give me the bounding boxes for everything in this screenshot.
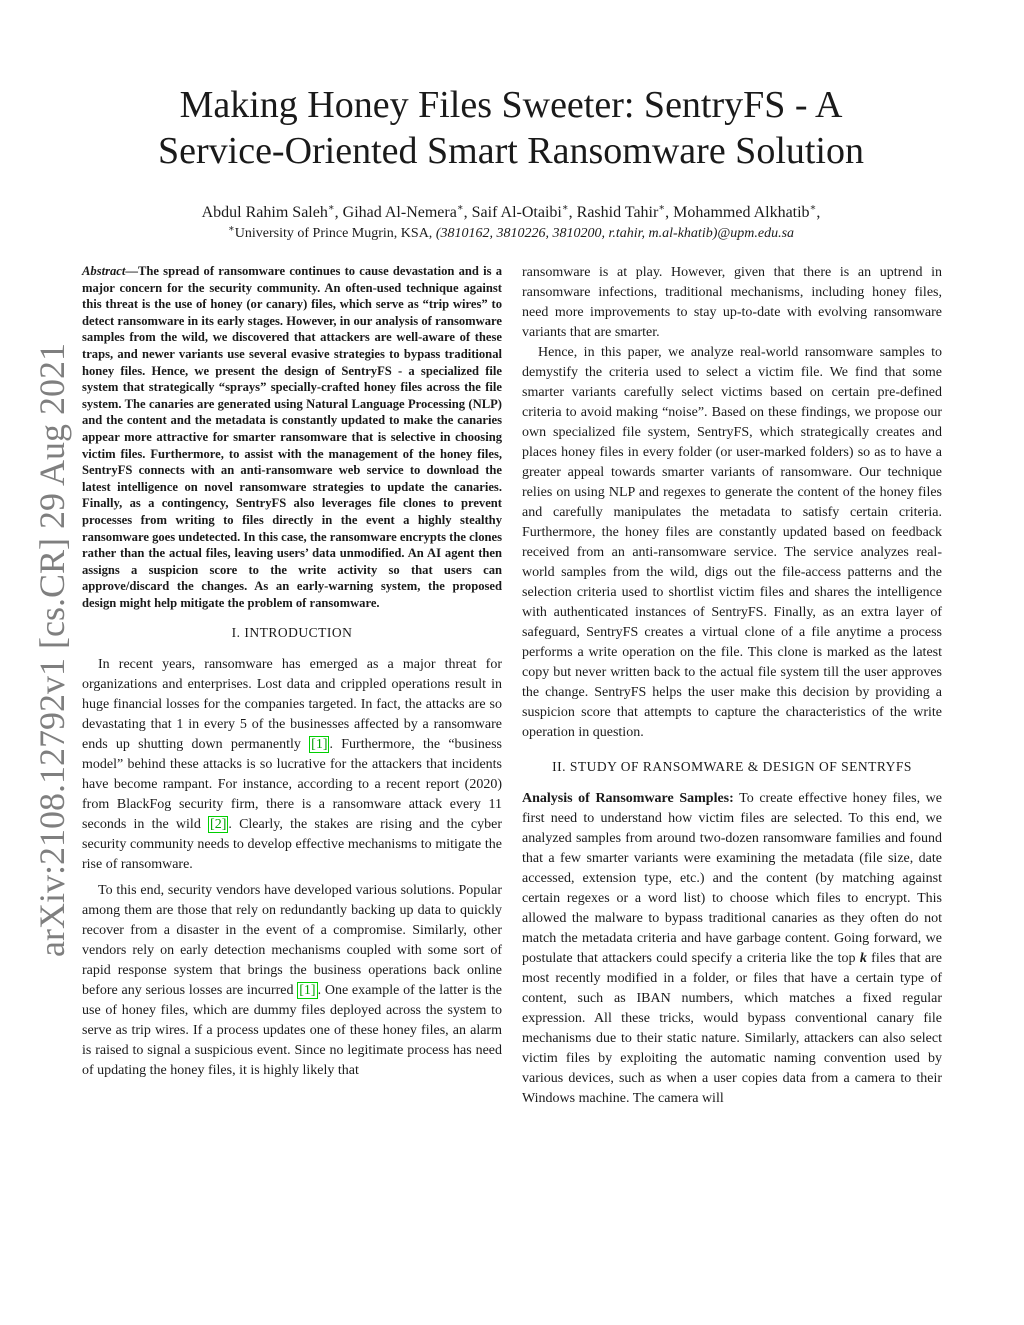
- title-line-1: Making Honey Files Sweeter: SentryFS - A: [179, 84, 843, 126]
- affiliation-marker: ∗: [227, 223, 235, 235]
- analysis-label: Analysis of Ransomware Samples:: [522, 791, 734, 806]
- author-2: Gihad Al-Nemera: [342, 204, 457, 221]
- title-line-2: Service-Oriented Smart Ransomware Solution: [157, 130, 864, 172]
- right-paragraph-2: Hence, in this paper, we analyze real-world ransomware samples to demystify the criteria used to select a victim file. We find that some smarter variants carefully select victims based on certain pre-defined criteria to avoid making “noise”. Based on these findings, we propose our own specialized file system, SentryFS, which strategically creates and places honey files in every folder (or user-marked folders) so as to have a greater appeal towards smarter variants of ransomware. Our technique relies on using NLP and regexes to generate the content of the honey files and carefully manipulates the metadata to satisfy certain criteria. Furthermore, the honey files are constantly updated based on feedback received from an anti-ransomware service. The service analyzes real-world samples from the wild, digs out the file-access patterns and the selection criteria used to shortlist victim files and shares the intelligence with authenticated instances of SentryFS. Finally, as an extra layer of safeguard, SentryFS creates a virtual clone of a file anytime a process performs a write operation on the file. This clone is marked as the latest copy but never written back to the actual file system till the user approves the change. SentryFS helps the user make this decision by providing a suspicion score that attempts to capture the characteristics of the write operation in question.: [522, 345, 942, 740]
- abstract-text: The spread of ransomware continues to cause devastation and is a major concern for the security community. An often-used technique against this threat is the use of honey (or canary) files, which serve as “trip wires” to detect ransomware in its early stages. However, in our analysis of ransomware samples from the wild, we discovered that attackers are well-aware of these traps, and newer variants use several evasive strategies to bypass traditional honey files. Hence, we present the design of SentryFS - a specialized file system that strategically “sprays” specially-crafted honey files across the file system. The canaries are generated using Natural Language Processing (NLP) and the content and the metadata is constantly updated to make the canaries appear more attractive for smarter ransomware that is selective in choosing victim files. Furthermore, to assist with the management of the honey files, SentryFS connects with an anti-ransomware web service to download the latest intelligence on novel ransomware strategies to update the canaries. Finally, as a contingency, SentryFS also leverages file clones to prevent processes from writing to files directly in the event a highly stealthy ransomware goes undetected. In this case, the ransomware encrypts the clones rather than the actual files, leaving users’ data unmodified. An AI agent then assigns a suspicion score to the write activity so that users can approve/discard the changes. As an early-warning system, the proposed design might help mitigate the problem of ransomware.: [82, 264, 502, 610]
- intro-paragraph-2: [82, 881, 502, 1081]
- intro-p1-text-b: . Furthermore, the “business model” behind these attacks is so lucrative for the attackers that incidents have become rampant. For instance, according to a recent report (2020) from BlackFog security firm, there is a ransomware attack every 11 seconds in the wild: [82, 737, 502, 833]
- author-trailing-comma: ,: [816, 204, 821, 221]
- author-marker: ∗: [561, 202, 569, 214]
- section-heading-introduction: I. INTRODUCTION: [231, 625, 353, 641]
- abstract-label: Abstract: [82, 264, 126, 278]
- intro-paragraph-1: [82, 655, 502, 875]
- intro-p1-text-a: In recent years, ransomware has emerged as a major threat for organizations and enterprises. Lost data and crippled operations result in huge financial losses for the companies targeted. In fact, the attacks are so devastating that 1 in every 5 of the businesses affected by a ransomware ends up shutting down permanently: [82, 657, 502, 753]
- analysis-paragraph: [522, 789, 942, 1109]
- affiliation-contacts: (3810162, 3810226, 3810200, r.tahir, m.al-khatib)@upm.edu.sa: [435, 226, 795, 241]
- paper-title: [80, 82, 942, 174]
- intro-p1-text-c: . Clearly, the stakes are rising and the cyber security community needs to develop effective mechanisms to mitigate the rise of ransomware.: [82, 817, 502, 873]
- section-heading-study: II. STUDY OF RANSOMWARE & DESIGN OF SENTRYFS: [552, 759, 912, 774]
- right-column: [522, 263, 942, 1109]
- analysis-text-a: To create effective honey files, we first need to understand how victim files are selected. To this end, we analyzed samples from around two-dozen ransomware families and found that a few smarter variants were examining the metadata (file size, date accessed, extension type, etc.) and the content (by matching against certain regexes or a word list) to choose which files to encrypt. This allowed the malware to bypass traditional canaries as they often do not match the metadata criteria and have garbage content. Going forward, we postulate that attackers could specify a criteria like the top: [522, 791, 942, 966]
- author-3: Saif Al-Otaibi: [471, 204, 562, 221]
- abstract: [82, 263, 502, 611]
- intro-p2-text-a: To this end, security vendors have developed various solutions. Popular among them are those that rely on redundantly backing up data to quickly recover from a disaster in the event of a compromise. Similarly, other vendors rely on early detection mechanisms coupled with some sort of rapid response system that brings the business operations back online before any serious losses are incurred: [82, 883, 502, 999]
- citation-link[interactable]: [2]: [210, 817, 227, 833]
- abstract-dash: —: [125, 264, 138, 278]
- author-marker: ∗: [658, 202, 666, 214]
- arxiv-stamp: arXiv:2108.12792v1 [cs.CR] 29 Aug 2021: [32, 343, 72, 957]
- author-marker: ∗: [809, 202, 817, 214]
- affiliation-institution: University of Prince Mugrin, KSA,: [234, 226, 436, 241]
- variable-k: k: [859, 951, 867, 966]
- author-separator: ,: [463, 204, 472, 221]
- author-separator: ,: [334, 204, 343, 221]
- author-1: Abdul Rahim Saleh: [201, 204, 328, 221]
- analysis-text-b: files that are most recently modified in a folder, or files that have a certain type of content, such as IBAN numbers, which matches a fixed regular expression. All these tricks, would bypass conventional canary file mechanisms due to their static nature. Similarly, attackers can also select victim files by exploiting the automatic naming convention used by various devices, such as when a user copies data from a camera to their Windows machine. The camera will: [522, 951, 943, 1106]
- intro-p2-text-b: . One example of the latter is the use of honey files, which are dummy files deployed across the system to serve as trip wires. If a process updates one of these honey files, an alarm is raised to signal a suspicious event. Since no legitimate process has need of updating the honey files, it is highly likely that: [82, 983, 502, 1079]
- citation-link[interactable]: [1]: [299, 983, 316, 999]
- author-separator: ,: [665, 204, 674, 221]
- citation-link[interactable]: [1]: [311, 737, 328, 753]
- affiliation: [80, 224, 942, 244]
- author-marker: ∗: [456, 202, 464, 214]
- author-separator: ,: [568, 204, 577, 221]
- author-4: Rashid Tahir: [576, 204, 659, 221]
- left-column: [82, 263, 502, 1081]
- author-marker: ∗: [327, 202, 335, 214]
- author-list: [80, 202, 942, 224]
- right-paragraph-1: ransomware is at play. However, given that there is an uptrend in ransomware infections, traditional mechanisms, including honey files, need more improvements to stay up-to-date with evolving ransomware variants that are smarter.: [522, 265, 942, 340]
- author-5: Mohammed Alkhatib: [673, 204, 810, 221]
